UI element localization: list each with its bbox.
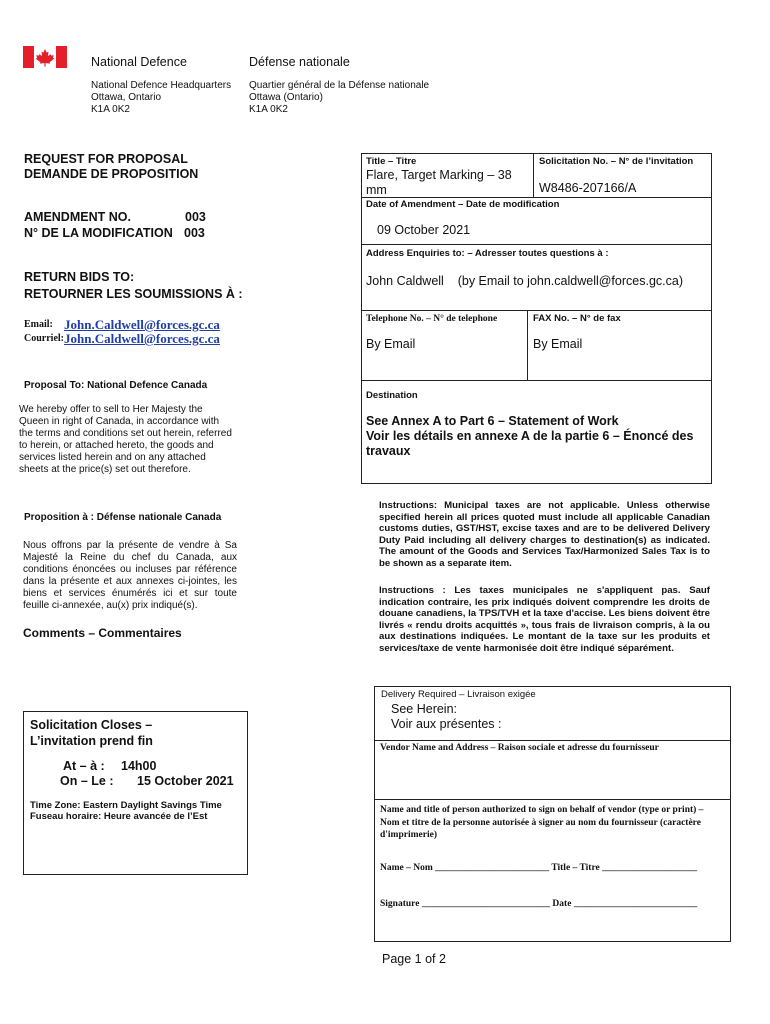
amendment-date-value: 09 October 2021 xyxy=(377,223,471,237)
page-number: Page 1 of 2 xyxy=(382,952,446,966)
address-en: National Defence Headquarters Ottawa, Ontario K1A 0K2 xyxy=(91,80,232,115)
rfp-title: REQUEST FOR PROPOSAL DEMANDE DE PROPOSITION xyxy=(24,152,199,181)
proposal-to-en: Proposal To: National Defence Canada xyxy=(24,380,208,391)
delivery-required-label: Delivery Required – Livraison exigée xyxy=(381,689,536,700)
name-title-field[interactable]: Name – Nom ________________________ Title – Titre ____________________ xyxy=(380,863,698,873)
authorized-person-label: Name and title of person authorized to sign on behalf of vendor (type or print) – Nom et titre de la personne autorisée à signer au nom du fournisseur (caractère d'imprimerie) xyxy=(380,805,704,840)
destination-label: Destination xyxy=(366,390,418,401)
amendment-number-en: 003 xyxy=(185,210,206,224)
telephone-label: Telephone No. – N° de telephone xyxy=(366,314,498,324)
address-fr: Quartier général de la Défense nationale Ottawa (Ontario) K1A 0K2 xyxy=(249,80,430,115)
dept-name-en: National Defence xyxy=(91,55,187,69)
proposal-to-fr: Proposition à : Défense nationale Canada xyxy=(24,512,222,523)
delivery-required-value: See Herein: Voir aux présentes : xyxy=(391,702,502,731)
title-value: Flare, Target Marking – 38 mm xyxy=(366,168,512,197)
time-zone: Time Zone: Eastern Daylight Savings Time Fuseau horaire: Heure avancée de l’Est xyxy=(30,800,222,822)
instructions-en: Instructions: Municipal taxes are not applicable. Unless otherwise specified herein all prices quoted must include all applicable Canadian customs duties, GST/HST, excise taxes and are to be delivered Delivery Duty Paid including all delivery charges to destination(s) as indicated. The amount of the Goods and Services Tax/Harmonized Sales Tax is to be shown as a separate item. xyxy=(379,500,710,569)
closing-time-label: At – à : xyxy=(63,759,105,773)
fax-label: FAX No. – N° de fax xyxy=(533,313,621,324)
enquiries-label: Address Enquiries to: – Adresser toutes questions à : xyxy=(366,248,609,259)
dept-name-fr: Défense nationale xyxy=(249,55,350,69)
offer-text-en: We hereby offer to sell to Her Majesty the Queen in right of Canada, in accordance with the terms and conditions set out herein, referred to herein, or attached hereto, the goods and services listed herein and on any attached sheets at the price(s) set out therefore. xyxy=(19,404,232,475)
instructions-fr: Instructions : Les taxes municipales ne s'appliquent pas. Sauf indication contraire, les prix indiqués doivent comprendre les droits de douane canadiens, la TPS/TVH et la taxe d'accise. Les biens doivent être livrés « rendu droits acquittés », tous frais de livraison compris, à la ou aux destinations indiquées. Le montant de la taxe sur les produits et services/taxe de vente harmonisée doit être indiqué séparément. xyxy=(379,585,710,654)
fax-value: By Email xyxy=(533,337,583,351)
return-bids-label: RETURN BIDS TO: RETOURNER LES SOUMISSIONS À : xyxy=(24,270,243,301)
solicitation-number-value: W8486-207166/A xyxy=(539,181,637,195)
closing-time-value: 14h00 xyxy=(121,759,157,773)
vendor-name-label: Vendor Name and Address – Raison sociale et adresse du fournisseur xyxy=(380,743,659,753)
destination-value-en: See Annex A to Part 6 – Statement of Work xyxy=(366,414,619,428)
signature-date-field[interactable]: Signature ___________________________ Date __________________________ xyxy=(380,899,698,909)
email-link[interactable]: John.Caldwell@forces.gc.ca xyxy=(64,317,220,332)
amendment-number-fr: 003 xyxy=(184,226,205,240)
amendment-date-label: Date of Amendment – Date de modification xyxy=(366,199,560,210)
canada-flag-logo xyxy=(23,46,67,68)
solicitation-number-label: Solicitation No. – N° de l’invitation xyxy=(539,156,694,167)
closing-date-label: On – Le : xyxy=(60,774,114,788)
solicitation-closes-title: Solicitation Closes – L’invitation prend fin xyxy=(30,718,153,748)
offer-text-fr: Nous offrons par la présente de vendre à Sa Majesté la Reine du chef du Canada, aux conditions énoncées ou incluses par référence dans la présente et aux annexes ci-jointes, les biens et services énumérés ici et sur toute feuille ci-annexée, au(x) prix indiqué(s). xyxy=(23,540,237,611)
courriel-label: Courriel: xyxy=(24,333,64,344)
destination-value-fr: Voir les détails en annexe A de la partie 6 – Énoncé des travaux xyxy=(366,429,694,458)
closing-date-value: 15 October 2021 xyxy=(137,774,234,788)
amendment-label-en: AMENDMENT NO. xyxy=(24,210,131,224)
comments-label: Comments – Commentaires xyxy=(23,626,182,640)
amendment-label-fr: N° DE LA MODIFICATION xyxy=(24,226,173,240)
title-label: Title – Titre xyxy=(366,156,417,167)
email-label: Email: xyxy=(24,319,53,330)
enquiries-value: John Caldwell (by Email to john.caldwell@forces.gc.ca) xyxy=(366,274,683,288)
telephone-value: By Email xyxy=(366,337,416,351)
courriel-link[interactable]: John.Caldwell@forces.gc.ca xyxy=(64,331,220,346)
